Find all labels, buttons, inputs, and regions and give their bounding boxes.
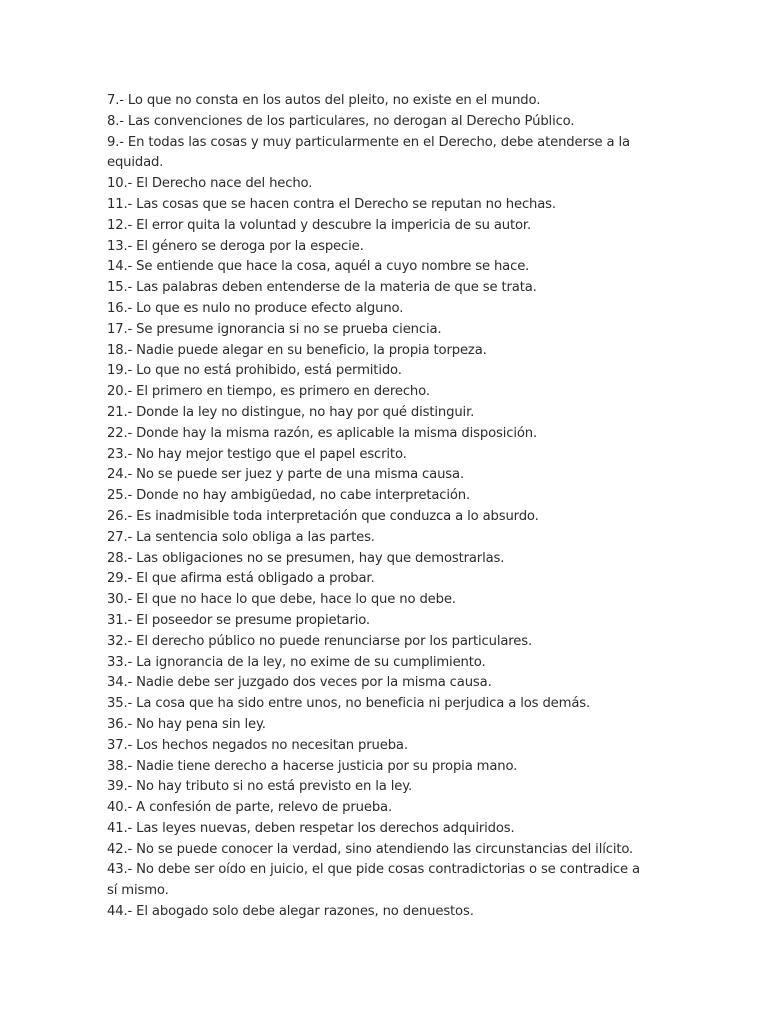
maxim-line: 20.- El primero en tiempo, es primero en derecho. — [107, 384, 430, 400]
maxim-line: 31.- El poseedor se presume propietario. — [107, 612, 370, 628]
maxim-line: 33.- La ignorancia de la ley, no exime de su cumplimiento. — [107, 654, 486, 670]
maxim-line: 34.- Nadie debe ser juzgado dos veces por la misma causa. — [107, 675, 492, 691]
maxim-line: 9.- En todas las cosas y muy particularmente en el Derecho, debe atenderse a la equidad. — [107, 134, 630, 171]
maxim-line: 7.- Lo que no consta en los autos del pleito, no existe en el mundo. — [107, 93, 541, 108]
maxim-line: 30.- El que no hace lo que debe, hace lo que no debe. — [107, 592, 456, 608]
maxim-line: 44.- El abogado solo debe alegar razones, no denuestos. — [107, 904, 474, 920]
legal-maxims-list — [107, 91, 652, 923]
maxim-line: 19.- Lo que no está prohibido, está permitido. — [107, 363, 402, 379]
maxim-line: 35.- La cosa que ha sido entre unos, no beneficia ni perjudica a los demás. — [107, 696, 591, 712]
maxim-line: 14.- Se entiende que hace la cosa, aquél a cuyo nombre se hace. — [107, 259, 530, 275]
maxim-line: 27.- La sentencia solo obliga a las partes. — [107, 529, 375, 545]
maxim-line: 36.- No hay pena sin ley. — [107, 716, 266, 732]
maxim-line: 39.- No hay tributo si no está previsto en la ley. — [107, 779, 413, 795]
maxim-line: 29.- El que afirma está obligado a probar. — [107, 571, 375, 587]
maxim-line: 40.- A confesión de parte, relevo de prueba. — [107, 800, 393, 816]
maxim-line: 26.- Es inadmisible toda interpretación que conduzca a lo absurdo. — [107, 508, 539, 524]
maxim-line: 23.- No hay mejor testigo que el papel escrito. — [107, 446, 407, 462]
maxim-line: 21.- Donde la ley no distingue, no hay por qué distinguir. — [107, 404, 475, 420]
maxim-line: 24.- No se puede ser juez y parte de una misma causa. — [107, 467, 464, 483]
maxim-line: 18.- Nadie puede alegar en su beneficio, la propia torpeza. — [107, 342, 487, 358]
maxim-line: 41.- Las leyes nuevas, deben respetar los derechos adquiridos. — [107, 820, 515, 836]
maxim-line: 37.- Los hechos negados no necesitan prueba. — [107, 737, 408, 753]
maxim-line: 11.- Las cosas que se hacen contra el Derecho se reputan no hechas. — [107, 196, 556, 212]
maxim-line: 16.- Lo que es nulo no produce efecto alguno. — [107, 300, 404, 316]
maxim-line: 8.- Las convenciones de los particulares, no derogan al Derecho Público. — [107, 113, 575, 129]
maxim-line: 10.- El Derecho nace del hecho. — [107, 176, 313, 192]
maxim-line: 32.- El derecho público no puede renunciarse por los particulares. — [107, 633, 533, 649]
maxim-line: 38.- Nadie tiene derecho a hacerse justicia por su propia mano. — [107, 758, 518, 774]
maxim-line: 42.- No se puede conocer la verdad, sino atendiendo las circunstancias del ilícito. — [107, 841, 634, 857]
maxim-line: 15.- Las palabras deben entenderse de la materia de que se trata. — [107, 280, 537, 296]
maxim-line: 22.- Donde hay la misma razón, es aplicable la misma disposición. — [107, 425, 538, 441]
maxim-line: 28.- Las obligaciones no se presumen, hay que demostrarlas. — [107, 550, 505, 566]
maxim-line: 17.- Se presume ignorancia si no se prueba ciencia. — [107, 321, 442, 337]
maxim-line: 43.- No debe ser oído en juicio, el que pide cosas contradictorias o se contradice a sí mismo. — [107, 862, 640, 899]
maxim-line: 12.- El error quita la voluntad y descubre la impericia de su autor. — [107, 217, 532, 233]
maxim-line: 13.- El género se deroga por la especie. — [107, 238, 364, 254]
maxim-line: 25.- Donde no hay ambigüedad, no cabe interpretación. — [107, 488, 471, 504]
